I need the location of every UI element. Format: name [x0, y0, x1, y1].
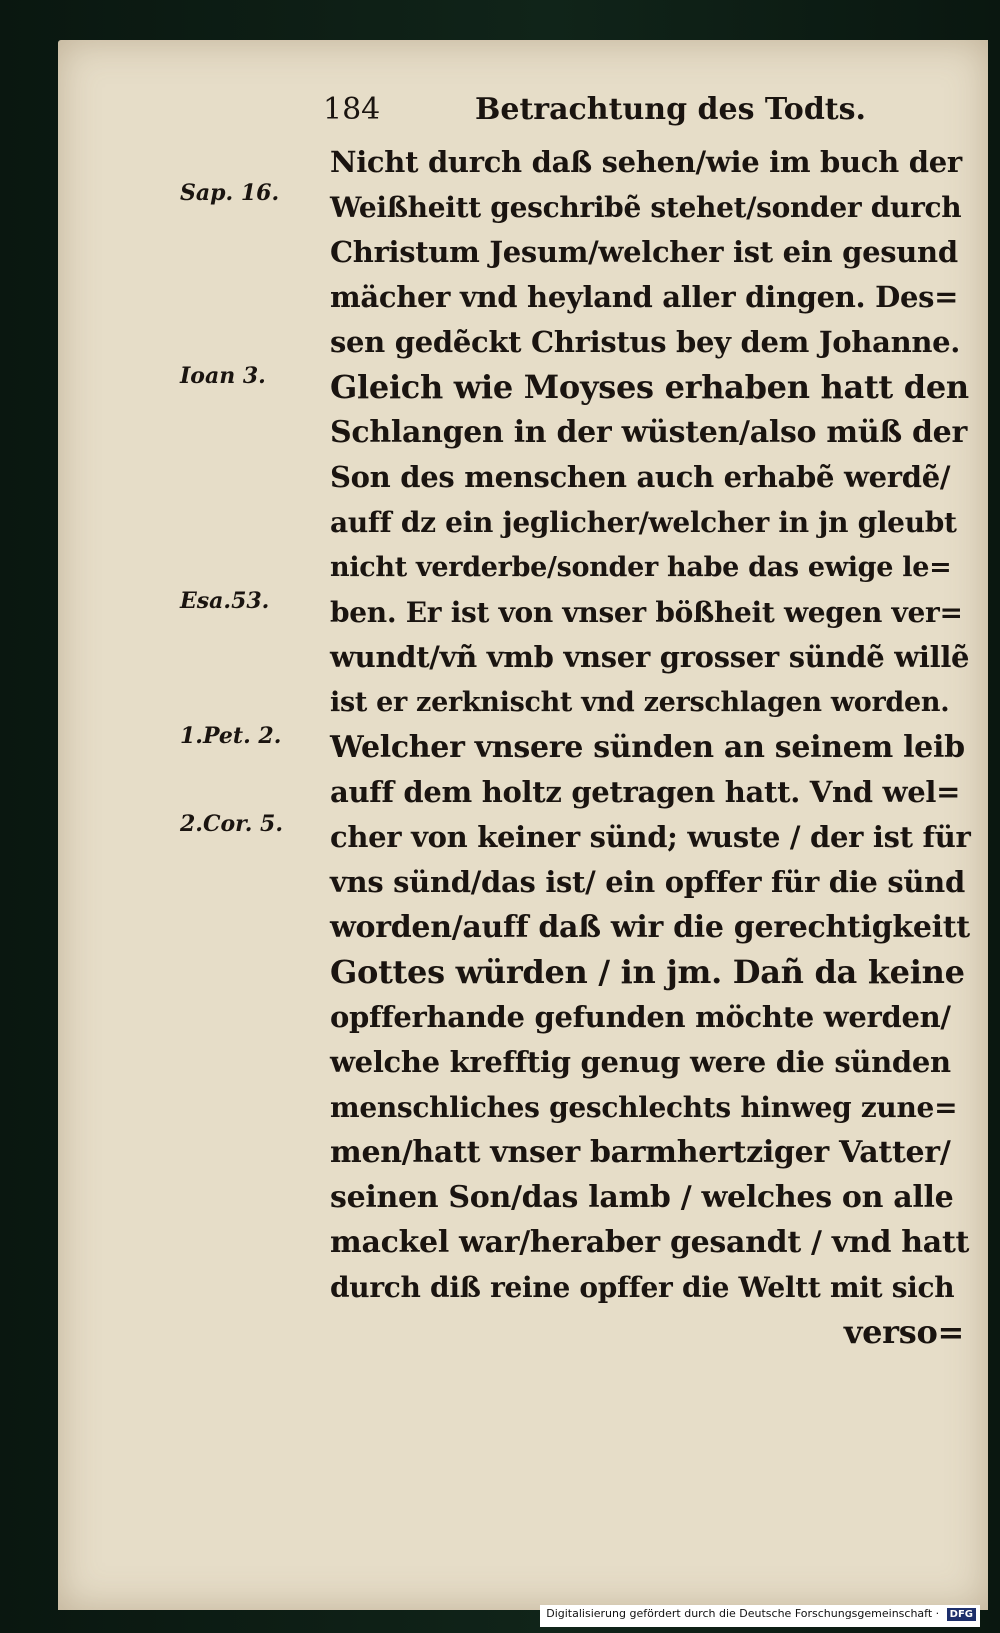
dfg-logo: DFG — [947, 1608, 976, 1621]
text-line: Gottes würden / in jm. Dañ da keine — [330, 953, 965, 991]
text-line: Nicht durch daß sehen/wie im buch der — [330, 145, 962, 179]
catchword: verso= — [843, 1313, 964, 1351]
text-line: ben. Er ist von vnser bößheit wegen ver= — [330, 596, 963, 629]
text-line: auff dem holtz getragen hatt. Vnd wel= — [330, 775, 961, 809]
marginal-note: 1.Pet. 2. — [180, 723, 282, 749]
running-head: Betrachtung des Todts. — [475, 92, 866, 127]
page-number: 184 — [323, 92, 381, 127]
text-line: wundt/vñ vmb vnser grosser sündẽ willẽ — [330, 640, 970, 674]
marginal-note: Sap. 16. — [180, 180, 280, 206]
text-line: durch diß reine opffer die Weltt mit sich — [330, 1271, 955, 1304]
body-text — [330, 140, 970, 1355]
marginal-note: Ioan 3. — [180, 363, 266, 389]
digitization-credit — [540, 1605, 980, 1627]
text-line: menschliches geschlechts hinweg zune= — [330, 1091, 958, 1124]
text-line: mächer vnd heyland aller dingen. Des= — [330, 280, 959, 314]
text-line: Gleich wie Moyses erhaben hatt den — [330, 368, 969, 406]
text-line: sen gedẽckt Christus bey dem Johanne. — [330, 325, 961, 359]
text-line: Son des menschen auch erhabẽ werdẽ/ — [330, 460, 951, 494]
text-line: auff dz ein jeglicher/welcher in jn gleubt — [330, 506, 957, 539]
text-line: Christum Jesum/welcher ist ein gesund — [330, 235, 958, 269]
text-line: seinen Son/das lamb / welches on alle — [330, 1180, 954, 1215]
page-header — [323, 92, 866, 138]
text-line: nicht verderbe/sonder habe das ewige le= — [330, 552, 952, 583]
text-line: welche krefftig genug were die sünden — [330, 1045, 951, 1079]
text-line: ist er zerknischt vnd zerschlagen worden. — [330, 687, 950, 718]
marginal-note: 2.Cor. 5. — [180, 811, 284, 837]
text-line: mackel war/heraber gesandt / vnd hatt — [330, 1225, 970, 1260]
credit-text: Digitalisierung gefördert durch die Deutsche Forschungsgemeinschaft · — [546, 1607, 940, 1620]
text-line: Weißheitt geschribẽ stehet/sonder durch — [330, 191, 962, 224]
text-line: worden/auff daß wir die gerechtigkeitt — [330, 910, 970, 945]
text-line: cher von keiner sünd; wuste / der ist für — [330, 820, 971, 854]
marginal-note: Esa.53. — [180, 588, 270, 614]
text-line: Welcher vnsere sünden an seinem leib — [330, 730, 965, 765]
text-line: Schlangen in der wüsten/also müß der — [330, 415, 967, 450]
text-line: vns sünd/das ist/ ein opffer für die sünd — [330, 865, 965, 899]
text-line: men/hatt vnser barmhertziger Vatter/ — [330, 1135, 951, 1170]
text-line: opfferhande gefunden möchte werden/ — [330, 1000, 951, 1034]
